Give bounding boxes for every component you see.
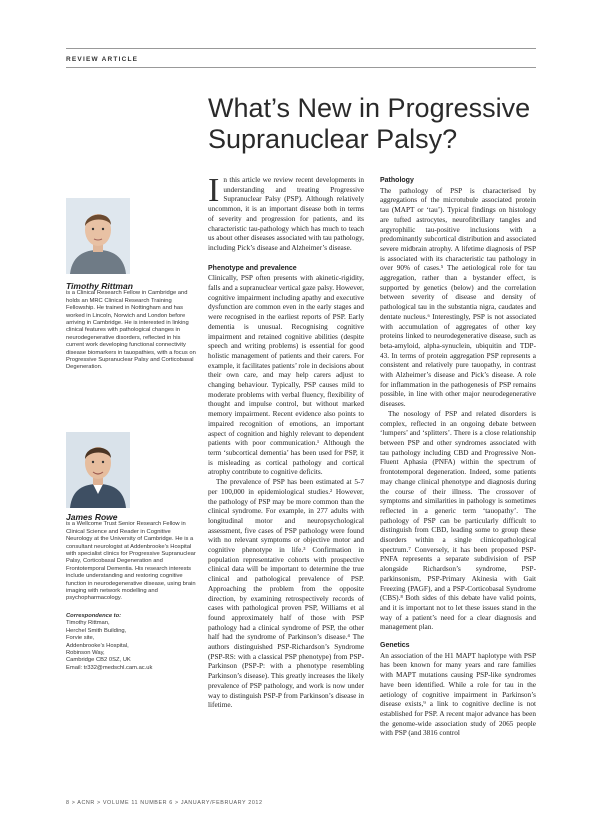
- correspondence-title: Correspondence to:: [66, 612, 122, 619]
- author-portrait-icon: [66, 432, 130, 508]
- correspondence-line: Herchel Smith Building,: [66, 627, 127, 634]
- author-photo-rittman: [66, 198, 130, 274]
- article-title: What’s New in Progressive Supranuclear Palsy?: [208, 93, 531, 154]
- paragraph: The nosology of PSP and related disorders is complex, reflected in an ongoing debate between ‘lumpers’ and ‘splitters’. There is a close relationship between PSP and other syndromes associated with tau pathology including CBD and Progressive Non-Fluent Aphasia (PNFA) within the spectrum of frontotemporal degeneration. Indeed, some patients may change clinical phenotype and diagnosis during the course of their illness. The crossover of symptoms and similarities in pathology is sometimes reflected in a generic term ‘tauopathy’. The pathology of PSP can be particularly difficult to distinguish from CBD, leading some to group these disorders within a single clinicopathological spectrum.⁷ Conversely, it has been proposed PSP-PNFA represents a separate subdivision of PSP alongside Richardson’s syndrome, PSP-parkinsonism, PSP-Primary Akinesia with Gait Freezing (PAGF), and a PSP-Corticobasal Syndrome (CBS).⁸ Both sides of this debate have valid points, and it is important not to let these issues stand in the way of a patient’s need for a clear diagnosis and management plan.: [380, 409, 536, 632]
- author-portrait-icon: [66, 198, 130, 274]
- header-rule: [66, 48, 536, 49]
- body-column-right: [380, 176, 536, 739]
- author-bio-block: [66, 514, 198, 672]
- correspondence-line: Addenbrooke’s Hospital,: [66, 642, 129, 649]
- section-label: REVIEW ARTICLE: [66, 56, 139, 63]
- body-column-left: [208, 172, 364, 711]
- author-bio: is a Clinical Research Fellow in Cambridge and holds an MRC Clinical Research Training Fellowship. He trained in Nottingham and has worked in Lincoln, Norwich and London before arriving in Cambridge. He is interested in linking clinical features with pathological changes in neurodegenerative disorders, reflected in his current work developing functional connectivity disease biomarkers in tauopathies, with a focus on Progressive Supranuclear Palsy and Corticobasal Degeneration.: [66, 290, 196, 371]
- drop-cap: I: [208, 172, 220, 209]
- header-rule-bottom: [66, 67, 536, 68]
- paragraph: Clinically, PSP often presents with akinetic-rigidity, falls and a supranuclear vertical gaze palsy. However, cognitive impairment including apathy and executive dysfunction are common even in the early stages and were recognised in the earliest reports of PSP. Early dementia is unusual. Recognising cognitive impairment and retained cognitive abilities (despite speech and writing problems) is essential for good holistic management of patients and their carers. For example, it facilitates patients’ role in decisions about their own care, and may help carers adjust to changing behaviour. Typically, PSP causes mild to moderate problems with verbal fluency, flexibility of thought and impulse control, but without marked memory impairment. Recent evidence also points to impaired recognition of emotions, an important aspect of cognition and highly relevant to dependent patients with poor communication.¹ Although the term ‘subcortical dementia’ has been used for PSP, it is misleading as cortical pathology and cortical atrophy contribute to cognitive deficits.: [208, 274, 364, 477]
- heading-genetics: Genetics: [380, 642, 410, 650]
- author-photo-rowe: [66, 432, 130, 508]
- intro-paragraph: [208, 172, 364, 254]
- paragraph: An association of the H1 MAPT haplotype with PSP has been known for many years and rare families with MAPT mutations causing PSP-like syndromes have been identified. While a role for tau in the aetiology of cognitive impairment in Parkinson’s disease exists,⁹ a link to cognitive decline is not established for PSP. A recent major advance has been the genome-wide association study of 2065 people with PSP (and 3816 control: [380, 651, 536, 738]
- page-footer: 8 > ACNR > VOLUME 11 NUMBER 6 > JANUARY/FEBRUARY 2012: [66, 800, 263, 806]
- paragraph: The prevalence of PSP has been estimated at 5-7 per 100,000 in epidemiological studies.² However, the pathology of PSP may be more common than the clinical syndrome. For example, in 277 adults with longitudinal motor and neuropsychological assessment, five cases of PSP pathology were found with no relevant symptoms or objective motor and cognitive phenotype in life.³ Confirmation in population representative cohorts with prospective clinical data will be important to determine the true clinical and pathological prevalence of PSP. Approaching the problem from the opposite direction, by examining retrospectively records of cases with pathological proven PSP, Williams et al found approximately half of those with PSP pathology had a clinical syndrome of PSP, the other half had the syndrome of Parkinson’s disease.⁴ The authors distinguished PSP-Richardson’s Syndrome (PSP-RS: with a classical PSP phenotype) from PSP-Parkinson (PSP-P: with a phenotype resembling Parkinson’s disease). This greatly increases the likely prevalence of PSP pathology, and work is now under way to distinguish PSP-P from Parkinson’s disease in lifetime.: [208, 478, 364, 710]
- author-name: Timothy Rittman: [66, 281, 133, 291]
- author-bio: is a Wellcome Trust Senior Research Fellow in Clinical Science and Reader in Cognitive Neurology at the University of Cambridge. He is a consultant neurologist at Addenbrooke’s Hospital with specialist clinics for Progressive Supranuclear Palsy, Corticobasal Degeneration and Frontotemporal Dementia. His research interests include understanding and restoring cognitive function in neurodegenerative disease, using brain imaging with network modelling and psychopharmacology.: [66, 521, 196, 602]
- author-name: James Rowe: [66, 512, 118, 522]
- intro-text: n this article we review recent developments in understanding and treating Progressive Supranuclear Palsy (PSP). Although relatively uncommon, it is an important disease both in terms of severity and progression for patients, and its characteristic tau-pathology which has much to teach us about other diseases associated with tau pathology, including Pick’s disease and Alzheimer’s disease.: [208, 176, 364, 252]
- correspondence-line: Timothy Rittman,: [66, 620, 110, 627]
- heading-phenotype: Phenotype and prevalence: [208, 264, 297, 272]
- heading-pathology: Pathology: [380, 177, 414, 184]
- correspondence-line: Forvie site,: [66, 635, 95, 642]
- correspondence-email[interactable]: Email: tr332@medschl.cam.ac.uk: [66, 664, 153, 671]
- correspondence-line: Cambridge CB2 0SZ, UK: [66, 657, 131, 664]
- correspondence-line: Robinson Way,: [66, 649, 105, 656]
- author-bio-block: [66, 283, 198, 372]
- paragraph: The pathology of PSP is characterised by aggregations of the microtubule associated protein tau (MAPT or ‘tau’). Typical findings on histology are tufted astrocytes, neurofibrillary tangles and argyrophilic tau-positive inclusions with a predominantly subcortical distribution and associated severe midbrain atrophy. A lifetime diagnosis of PSP is associated with its characteristic tau pathology in over 90% of cases.⁵ The aetiological role for tau aggregation, rather than a bystander effect, is supported by genetics (below) and the correlation between severity of disease and density of pathological tau in the substantia nigra, caudates and dentate nucleus.⁶ Interestingly, PSP is not associated with accumulation of aggregates of other key proteins linked to neurodegenerative disease, such as beta-amyloid, alpha-synuclein, ubiquitin and TDP-43. In terms of protein aggregation PSP represents a consistent and relatively pure tauopathy, in contrast with Alzheimer’s disease and Pick’s disease. A role for inflammation in the pathogenesis of PSP remains possible, in line with other major neurodegenerative diseases.: [380, 186, 536, 409]
